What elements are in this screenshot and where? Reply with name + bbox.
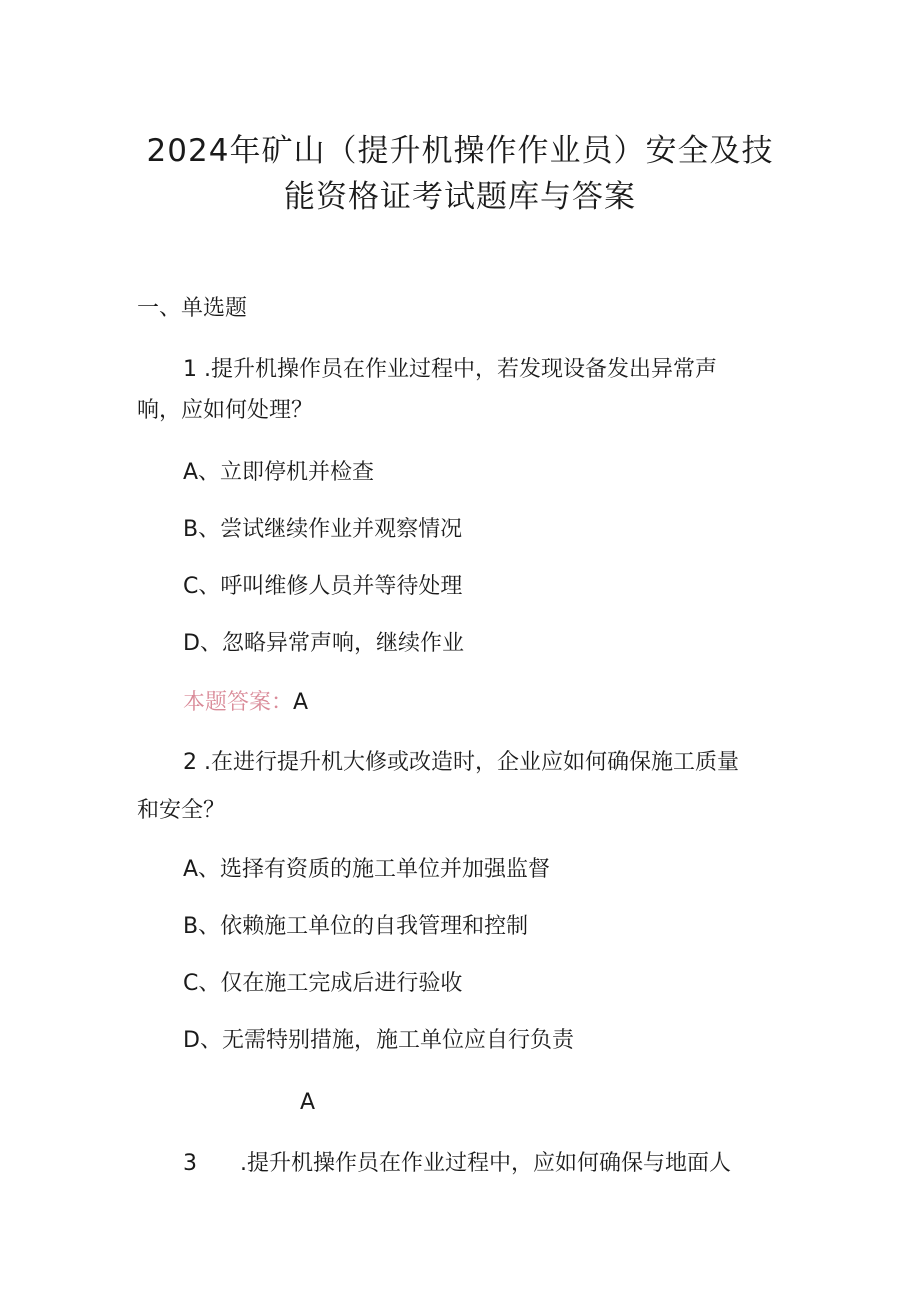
question-1-option-c: C、呼叫维修人员并等待处理 <box>183 574 463 599</box>
question-2-answer-value: A <box>300 1090 316 1115</box>
question-2-stem-line-1: 2 .在进行提升机大修或改造时，企业应如何确保施工质量 <box>183 750 739 775</box>
section-heading: 一、单选题 <box>137 296 248 321</box>
question-2-option-a: A、选择有资质的施工单位并加强监督 <box>183 857 551 882</box>
question-3-stem-line-1: .提升机操作员在作业过程中，应如何确保与地面人 <box>240 1151 731 1176</box>
question-3-number: 3 <box>183 1151 197 1176</box>
document-title <box>120 128 800 220</box>
question-1-option-b: B、尝试继续作业并观察情况 <box>183 517 463 542</box>
question-2-option-d: D、无需特别措施，施工单位应自行负责 <box>183 1028 574 1053</box>
answer-value: A <box>293 690 309 715</box>
question-1-stem-line-1: 1 .提升机操作员在作业过程中，若发现设备发出异常声 <box>183 357 717 382</box>
question-2-stem-line-2: 和安全？ <box>137 798 226 823</box>
question-2-option-b: B、依赖施工单位的自我管理和控制 <box>183 914 529 939</box>
question-1-answer <box>183 688 308 718</box>
question-1-option-a: A、立即停机并检查 <box>183 460 375 485</box>
title-line-1: 2024年矿山（提升机操作作业员）安全及技 <box>146 133 774 169</box>
title-line-2: 能资格证考试题库与答案 <box>284 179 636 215</box>
question-2-option-c: C、仅在施工完成后进行验收 <box>183 971 463 996</box>
question-1-stem-line-2: 响，应如何处理？ <box>137 398 314 423</box>
question-1-option-d: D、忽略异常声响，继续作业 <box>183 631 464 656</box>
answer-label: 本题答案： <box>183 690 294 715</box>
